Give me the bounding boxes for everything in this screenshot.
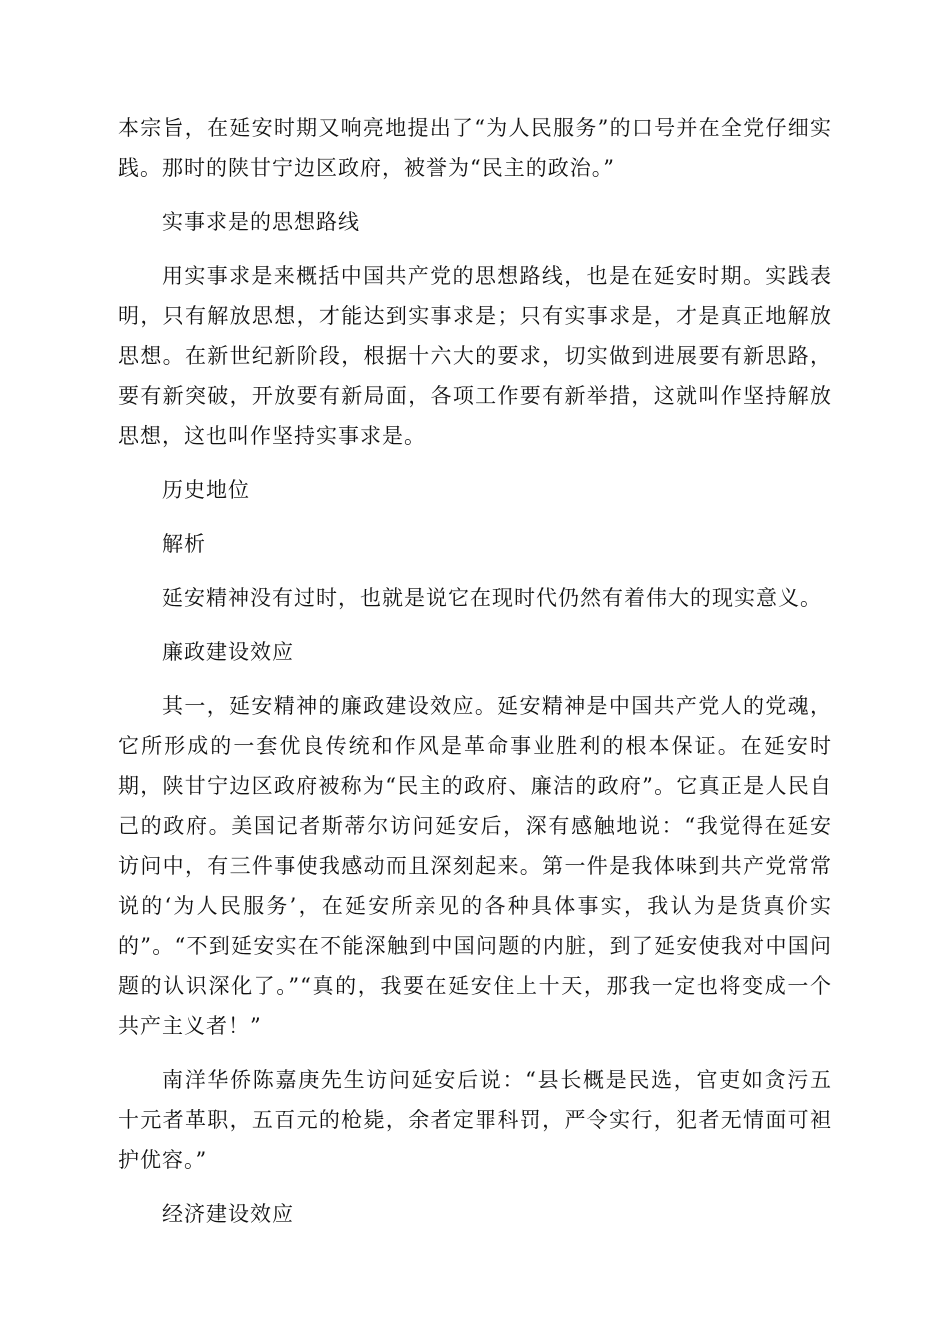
paragraph-gap xyxy=(118,510,832,524)
paragraph-gap xyxy=(118,242,832,256)
section-heading-clean-government: 廉政建设效应 xyxy=(162,640,294,664)
body-paragraph-chen-jiageng: 南洋华侨陈嘉庚先生访问延安后说：“县长概是民选，官吏如贪污五十元者革职，五百元的枪毙，余者定罪科罚，严令实行，犯者无情面可袒护优容。” xyxy=(118,1068,832,1172)
section-heading-historical-position: 历史地位 xyxy=(162,478,250,502)
paragraph-continued: 本宗旨，在延安时期又响亮地提出了“为人民服务”的口号并在全党仔细实践。那时的陕甘宁边区政府，被誉为“民主的政治。” xyxy=(118,116,832,180)
paragraph-gap xyxy=(118,456,832,470)
paragraph-gap xyxy=(118,618,832,632)
paragraph-gap xyxy=(118,1180,832,1194)
paragraph-gap xyxy=(118,564,832,578)
body-paragraph-analysis: 延安精神没有过时，也就是说它在现时代仍然有着伟大的现实意义。 xyxy=(162,586,822,610)
body-paragraph-clean-government: 其一，延安精神的廉政建设效应。延安精神是中国共产党人的党魂，它所形成的一套优良传统和作风是革命事业胜利的根本保证。在延安时期，陕甘宁边区政府被称为“民主的政府、廉洁的政府”。它真正是人民自己的政府。美国记者斯蒂尔访问延安后，深有感触地说：“我觉得在延安访问中，有三件事使我感动而且深刻起来。第一件是我体味到共产党常常说的‘为人民服务’，在延安所亲见的各种具体事实，我认为是货真价实的”。“不到延安实在不能深触到中国问题的内脏，到了延安使我对中国问题的认识深化了。”“真的，我要在延安住上十天，那我一定也将变成一个共产主义者！” xyxy=(118,694,832,1038)
paragraph-gap xyxy=(118,672,832,686)
section-heading-economic-construction: 经济建设效应 xyxy=(162,1202,294,1226)
section-heading-seek-truth: 实事求是的思想路线 xyxy=(162,210,360,234)
body-paragraph-seek-truth: 用实事求是来概括中国共产党的思想路线，也是在延安时期。实践表明，只有解放思想，才能达到实事求是；只有实事求是，才是真正地解放思想。在新世纪新阶段，根据十六大的要求，切实做到进展要有新思路，要有新突破，开放要有新局面，各项工作要有新举措，这就叫作坚持解放思想，这也叫作坚持实事求是。 xyxy=(118,264,832,448)
paragraph-gap xyxy=(118,1046,832,1060)
section-heading-analysis: 解析 xyxy=(162,532,206,556)
paragraph-gap xyxy=(118,188,832,202)
